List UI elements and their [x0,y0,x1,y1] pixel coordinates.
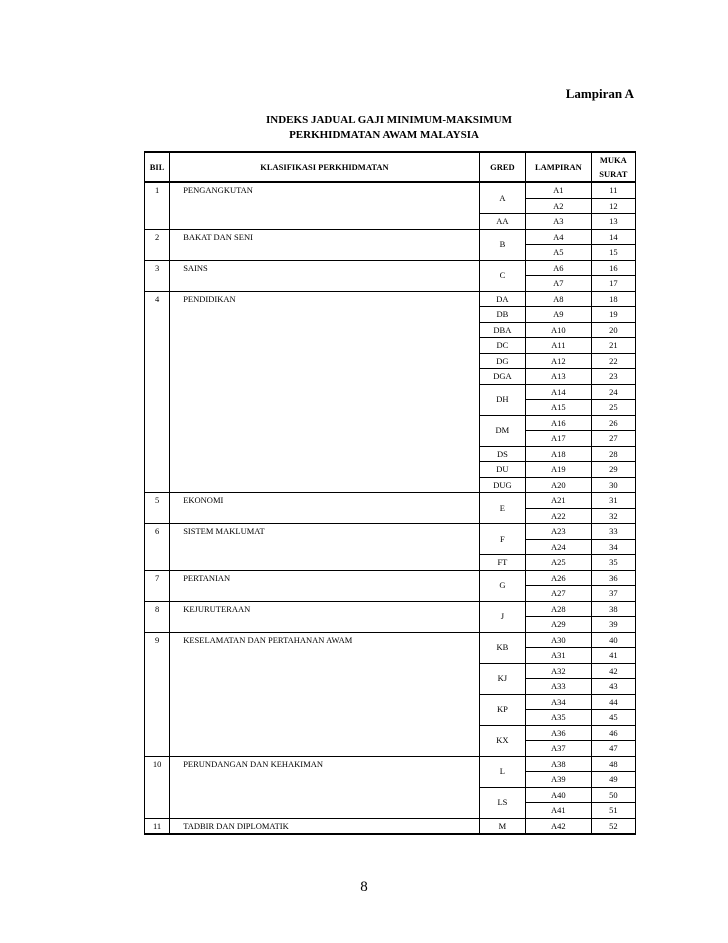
bil-cell: 7 [145,570,170,601]
gred-cell: F [479,524,525,555]
index-table [144,151,636,835]
muka-surat-cell: 42 [591,663,635,679]
lampiran-cell: A12 [526,353,592,369]
header-muka-surat [591,152,635,182]
muka-surat-cell: 21 [591,338,635,354]
klasifikasi-cell: SISTEM MAKLUMAT [170,524,480,571]
bil-cell: 4 [145,291,170,493]
lampiran-cell: A9 [526,307,592,323]
muka-surat-cell: 32 [591,508,635,524]
header-row [145,152,636,182]
gred-cell: DH [479,384,525,415]
lampiran-cell: A28 [526,601,592,617]
table-body [145,182,636,834]
gred-cell: DG [479,353,525,369]
lampiran-cell: A38 [526,756,592,772]
lampiran-cell: A11 [526,338,592,354]
gred-cell: DA [479,291,525,307]
muka-surat-cell: 39 [591,617,635,633]
klasifikasi-cell: TADBIR DAN DIPLOMATIK [170,818,480,834]
muka-surat-cell: 45 [591,710,635,726]
table-row [145,570,636,586]
muka-surat-cell: 25 [591,400,635,416]
muka-surat-cell: 20 [591,322,635,338]
muka-surat-cell: 40 [591,632,635,648]
muka-surat-cell: 16 [591,260,635,276]
lampiran-cell: A34 [526,694,592,710]
klasifikasi-cell: EKONOMI [170,493,480,524]
lampiran-cell: A1 [526,182,592,198]
lampiran-cell: A40 [526,787,592,803]
muka-surat-cell: 41 [591,648,635,664]
table-row [145,493,636,509]
muka-surat-cell: 33 [591,524,635,540]
muka-surat-cell: 24 [591,384,635,400]
muka-surat-cell: 36 [591,570,635,586]
muka-surat-cell: 13 [591,214,635,230]
bil-cell: 2 [145,229,170,260]
muka-surat-cell: 19 [591,307,635,323]
muka-surat-cell: 22 [591,353,635,369]
table-row [145,182,636,198]
lampiran-cell: A29 [526,617,592,633]
lampiran-cell: A37 [526,741,592,757]
gred-cell: FT [479,555,525,571]
table-row [145,524,636,540]
gred-cell: DC [479,338,525,354]
gred-cell: KB [479,632,525,663]
lampiran-cell: A41 [526,803,592,819]
lampiran-cell: A27 [526,586,592,602]
lampiran-cell: A16 [526,415,592,431]
gred-cell: B [479,229,525,260]
gred-cell: A [479,182,525,214]
gred-cell: KX [479,725,525,756]
lampiran-cell: A35 [526,710,592,726]
muka-surat-cell: 12 [591,198,635,214]
page-number: 8 [360,879,368,895]
bil-cell: 6 [145,524,170,571]
header-gred: GRED [479,152,525,182]
table-row [145,756,636,772]
table-row [145,229,636,245]
klasifikasi-cell: BAKAT DAN SENI [170,229,480,260]
muka-surat-cell: 18 [591,291,635,307]
header-surat: SURAT [599,169,628,179]
muka-surat-cell: 46 [591,725,635,741]
muka-surat-cell: 48 [591,756,635,772]
gred-cell: DU [479,462,525,478]
bil-cell: 1 [145,182,170,229]
muka-surat-cell: 38 [591,601,635,617]
lampiran-cell: A32 [526,663,592,679]
gred-cell: DGA [479,369,525,385]
lampiran-cell: A6 [526,260,592,276]
gred-cell: DBA [479,322,525,338]
document-title [0,113,728,143]
lampiran-cell: A5 [526,245,592,261]
muka-surat-cell: 47 [591,741,635,757]
bil-cell: 11 [145,818,170,834]
gred-cell: L [479,756,525,787]
table-row [145,291,636,307]
lampiran-cell: A36 [526,725,592,741]
gred-cell: LS [479,787,525,818]
lampiran-cell: A17 [526,431,592,447]
gred-cell: G [479,570,525,601]
lampiran-cell: A10 [526,322,592,338]
lampiran-cell: A24 [526,539,592,555]
muka-surat-cell: 35 [591,555,635,571]
muka-surat-cell: 27 [591,431,635,447]
lampiran-cell: A39 [526,772,592,788]
lampiran-label: Lampiran A [565,86,634,101]
table-row [145,260,636,276]
klasifikasi-cell: PENDIDIKAN [170,291,480,493]
lampiran-cell: A4 [526,229,592,245]
lampiran-cell: A42 [526,818,592,834]
gred-cell: C [479,260,525,291]
muka-surat-cell: 26 [591,415,635,431]
bil-cell: 5 [145,493,170,524]
header-klasifikasi: KLASIFIKASI PERKHIDMATAN [170,152,480,182]
lampiran-cell: A3 [526,214,592,230]
lampiran-cell: A19 [526,462,592,478]
muka-surat-cell: 51 [591,803,635,819]
gred-cell: DM [479,415,525,446]
gred-cell: AA [479,214,525,230]
table-row [145,601,636,617]
muka-surat-cell: 34 [591,539,635,555]
gred-cell: DS [479,446,525,462]
klasifikasi-cell: KEJURUTERAAN [170,601,480,632]
klasifikasi-cell: PERUNDANGAN DAN KEHAKIMAN [170,756,480,818]
lampiran-cell: A7 [526,276,592,292]
header-muka: MUKA [599,155,627,165]
klasifikasi-cell: PERTANIAN [170,570,480,601]
lampiran-cell: A25 [526,555,592,571]
gred-cell: DUG [479,477,525,493]
muka-surat-cell: 23 [591,369,635,385]
gred-cell: KP [479,694,525,725]
muka-surat-cell: 37 [591,586,635,602]
muka-surat-cell: 44 [591,694,635,710]
lampiran-cell: A33 [526,679,592,695]
lampiran-cell: A18 [526,446,592,462]
table-row [145,818,636,834]
gred-cell: M [479,818,525,834]
lampiran-cell: A2 [526,198,592,214]
title-line-2: PERKHIDMATAN AWAM MALAYSIA [289,129,479,141]
klasifikasi-cell: PENGANGKUTAN [170,182,480,229]
bil-cell: 10 [145,756,170,818]
klasifikasi-cell: KESELAMATAN DAN PERTAHANAN AWAM [170,632,480,756]
lampiran-cell: A14 [526,384,592,400]
lampiran-cell: A22 [526,508,592,524]
lampiran-cell: A30 [526,632,592,648]
muka-surat-cell: 11 [591,182,635,198]
muka-surat-cell: 43 [591,679,635,695]
muka-surat-cell: 31 [591,493,635,509]
header-bil: BIL [145,152,170,182]
header-lampiran: LAMPIRAN [526,152,592,182]
muka-surat-cell: 52 [591,818,635,834]
gred-cell: E [479,493,525,524]
lampiran-cell: A31 [526,648,592,664]
table-row [145,632,636,648]
lampiran-cell: A20 [526,477,592,493]
bil-cell: 9 [145,632,170,756]
lampiran-cell: A13 [526,369,592,385]
muka-surat-cell: 17 [591,276,635,292]
muka-surat-cell: 49 [591,772,635,788]
muka-surat-cell: 15 [591,245,635,261]
title-line-1: INDEKS JADUAL GAJI MINIMUM-MAKSIMUM [266,114,512,126]
bil-cell: 8 [145,601,170,632]
muka-surat-cell: 28 [591,446,635,462]
muka-surat-cell: 30 [591,477,635,493]
klasifikasi-cell: SAINS [170,260,480,291]
gred-cell: KJ [479,663,525,694]
muka-surat-cell: 29 [591,462,635,478]
muka-surat-cell: 50 [591,787,635,803]
muka-surat-cell: 14 [591,229,635,245]
lampiran-cell: A23 [526,524,592,540]
lampiran-cell: A21 [526,493,592,509]
gred-cell: J [479,601,525,632]
lampiran-cell: A26 [526,570,592,586]
bil-cell: 3 [145,260,170,291]
lampiran-cell: A15 [526,400,592,416]
gred-cell: DB [479,307,525,323]
lampiran-cell: A8 [526,291,592,307]
